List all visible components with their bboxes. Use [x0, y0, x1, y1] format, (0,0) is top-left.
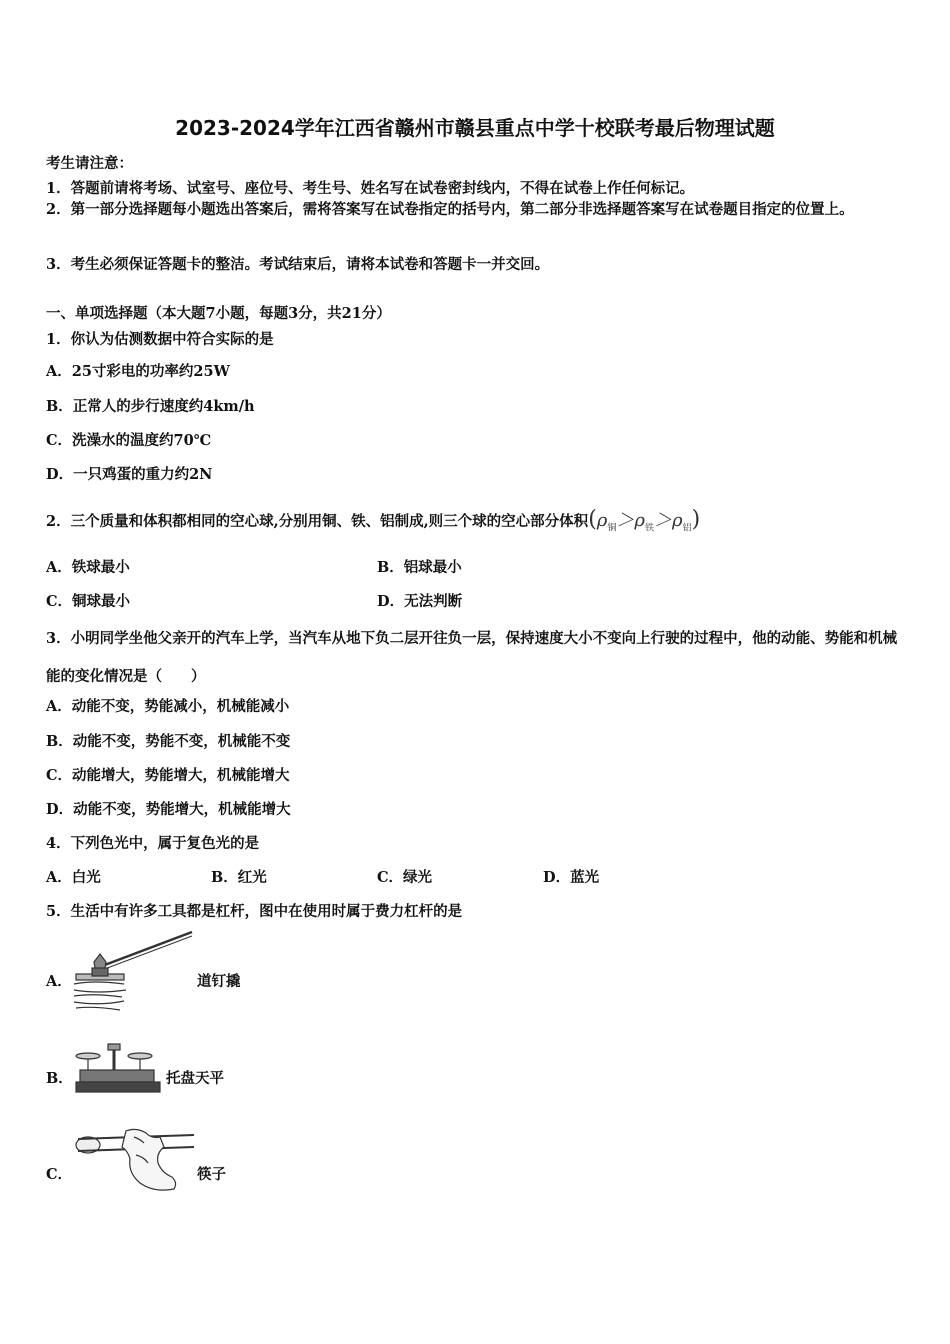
question-stem: 5．生活中有许多工具都是杠杆，图中在使用时属于费力杠杆的是: [46, 903, 463, 920]
option-c: C．动能增大，势能增大，机械能增大: [46, 767, 290, 784]
option-a: A．动能不变，势能减小，机械能减小: [46, 698, 290, 715]
option-a-letter: A．: [46, 973, 72, 990]
greater-than: ＞: [654, 510, 672, 531]
option-a: A．白光: [46, 869, 101, 886]
option-b: B．正常人的步行速度约4km/h: [46, 398, 255, 415]
option-a: A．25寸彩电的功率约25W: [46, 363, 230, 380]
rho-aluminum: $\rho_铝$: [672, 510, 692, 534]
option-c-letter: C．: [46, 1166, 73, 1183]
option-c: C．绿光: [377, 869, 433, 886]
rho-copper: $\rho_铜$: [596, 510, 617, 534]
option-a-label: 道钉撬: [197, 973, 241, 990]
option-d: D．动能不变，势能增大，机械能增大: [46, 801, 291, 818]
formula-close-paren: ): [691, 507, 701, 532]
option-d: D．无法判断: [377, 593, 463, 610]
page-title: 2023-2024学年江西省赣州市赣县重点中学十校联考最后物理试题: [175, 116, 775, 140]
greater-than: ＞: [616, 510, 635, 531]
question-stem: 4．下列色光中，属于复色光的是: [46, 835, 260, 852]
question-stem: [46, 506, 700, 534]
notice-item: 2．第一部分选择题每小题选出答案后，需将答案写在试卷指定的括号内，第二部分非选择题答案写在试卷题目指定的位置上。: [46, 201, 854, 218]
option-b: B．红光: [211, 869, 267, 886]
spike-lever-icon: [72, 928, 196, 1018]
option-c-label: 筷子: [197, 1166, 226, 1183]
formula-open-paren: (: [588, 507, 597, 532]
option-b: B．动能不变，势能不变，机械能不变: [46, 733, 291, 750]
chopsticks-icon: [74, 1125, 198, 1197]
question-stem: 1．你认为估测数据中符合实际的是: [46, 331, 274, 348]
balance-scale-icon: [74, 1040, 164, 1098]
question-stem: 3．小明同学坐他父亲开的汽车上学，当汽车从地下负二层开往负一层，保持速度大小不变向上行驶的过程中，他的动能、势能和机械能的变化情况是（ ）: [46, 630, 898, 685]
section-heading: 一、单项选择题（本大题7小题，每题3分，共21分）: [46, 305, 391, 322]
option-b-label: 托盘天平: [166, 1070, 224, 1087]
rho-iron: $\rho_铁$: [634, 510, 654, 534]
option-c: C．铜球最小: [46, 593, 131, 610]
notice-item: 3．考生必须保证答题卡的整洁。考试结束后，请将本试卷和答题卡一并交回。: [46, 256, 550, 273]
option-d: D．一只鸡蛋的重力约2N: [46, 466, 213, 483]
option-b: B．铝球最小: [377, 559, 462, 576]
option-a: A．铁球最小: [46, 559, 130, 576]
option-d: D．蓝光: [543, 869, 600, 886]
notice-heading: 考生请注意：: [46, 155, 133, 172]
question-stem-text: 2．三个质量和体积都相同的空心球,分别用铜、铁、铝制成,则三个球的空心部分体积: [46, 513, 589, 530]
notice-item: 1．答题前请将考场、试室号、座位号、考生号、姓名写在试卷密封线内，不得在试卷上作任何标记。: [46, 180, 695, 197]
option-c: C．洗澡水的温度约70℃: [46, 432, 212, 449]
option-b-letter: B．: [46, 1070, 73, 1087]
